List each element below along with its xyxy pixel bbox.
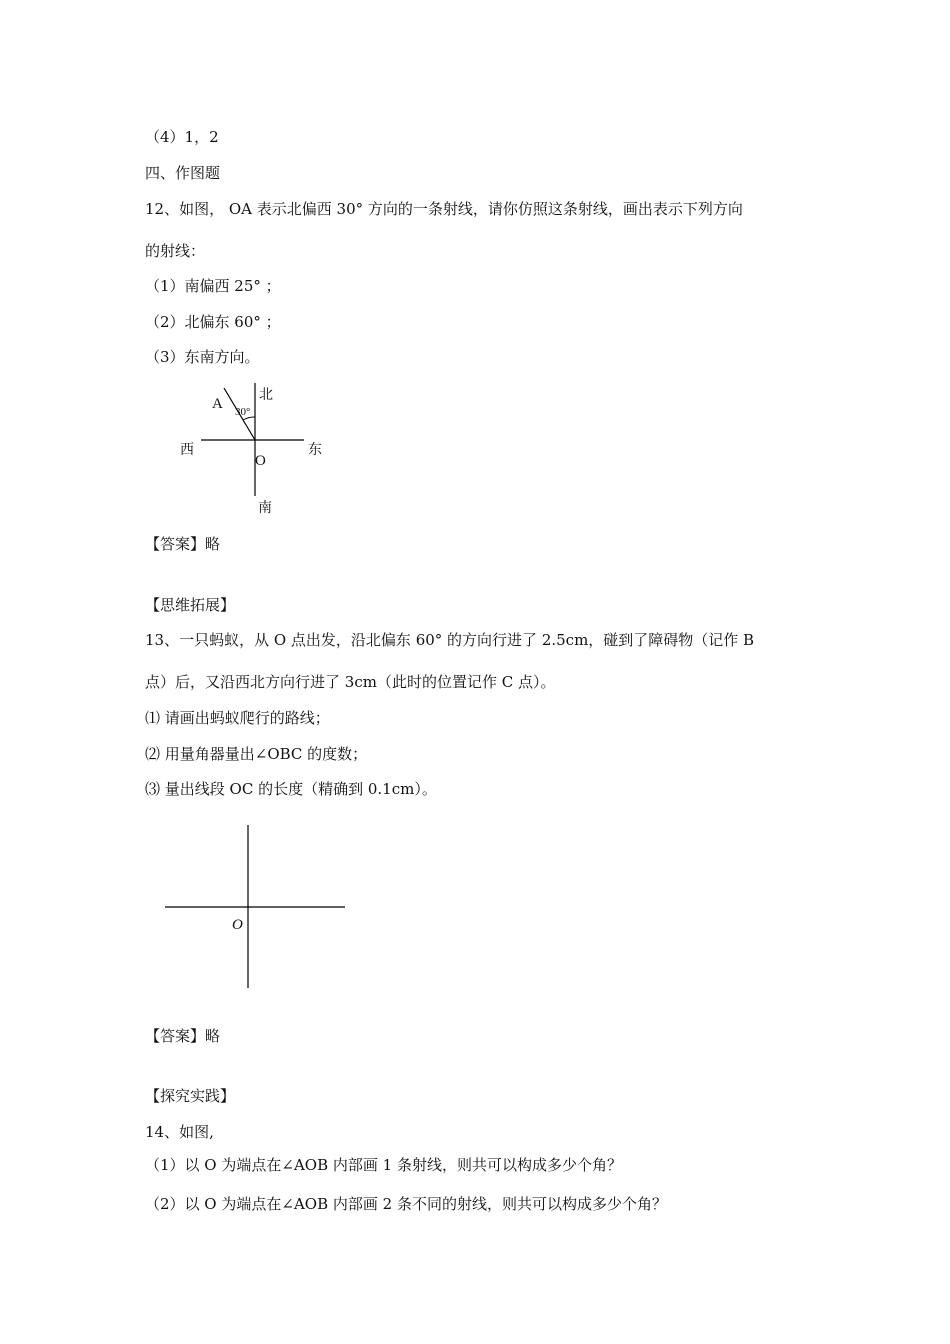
section-heading-thinking: 【思维拓展】 xyxy=(145,596,236,614)
answer-line-4: （4）1，2 xyxy=(145,128,219,146)
answer-13: 【答案】略 xyxy=(145,1027,221,1045)
label-south: 南 xyxy=(258,501,272,516)
question-12-item-3: （3）东南方向。 xyxy=(145,348,260,366)
label-west: 西 xyxy=(180,443,194,458)
question-13-item-2: ⑵ 用量角器量出∠OBC 的度数； xyxy=(145,745,368,763)
answer-12: 【答案】略 xyxy=(145,535,221,553)
question-13-item-1: ⑴ 请画出蚂蚁爬行的路线； xyxy=(145,709,330,727)
section-heading-practice: 【探究实践】 xyxy=(145,1087,236,1105)
label-origin-o: O xyxy=(232,917,243,933)
question-14-item-2: （2）以 O 为端点在∠AOB 内部画 2 条不同的射线，则共可以构成多少个角？ xyxy=(145,1195,667,1213)
question-13-text: 13、一只蚂蚁，从 O 点出发，沿北偏东 60° 的方向行进了 2.5cm，碰到了障碍物（记作 B xyxy=(145,631,755,649)
question-14-text: 14、如图, xyxy=(145,1123,214,1141)
label-east: 东 xyxy=(308,443,322,458)
label-north: 北 xyxy=(259,388,273,403)
label-angle-30: 30° xyxy=(235,406,251,418)
question-13-text-cont: 点）后，又沿西北方向行进了 3cm（此时的位置记作 C 点）。 xyxy=(145,673,556,691)
label-point-a: A xyxy=(212,396,223,412)
question-13-item-3: ⑶ 量出线段 OC 的长度（精确到 0.1cm）。 xyxy=(145,780,437,798)
section-heading-drawing: 四、作图题 xyxy=(145,164,221,182)
question-14-item-1: （1）以 O 为端点在∠AOB 内部画 1 条射线，则共可以构成多少个角？ xyxy=(145,1156,622,1174)
question-12-text-cont: 的射线： xyxy=(145,242,206,260)
question-12-item-1: （1）南偏西 25° ； xyxy=(145,277,281,295)
question-12-item-2: （2）北偏东 60° ； xyxy=(145,313,281,331)
label-point-o: O xyxy=(255,453,266,469)
question-12-text: 12、如图， OA 表示北偏西 30° 方向的一条射线，请你仿照这条射线，画出表示下列方向 xyxy=(145,200,743,218)
